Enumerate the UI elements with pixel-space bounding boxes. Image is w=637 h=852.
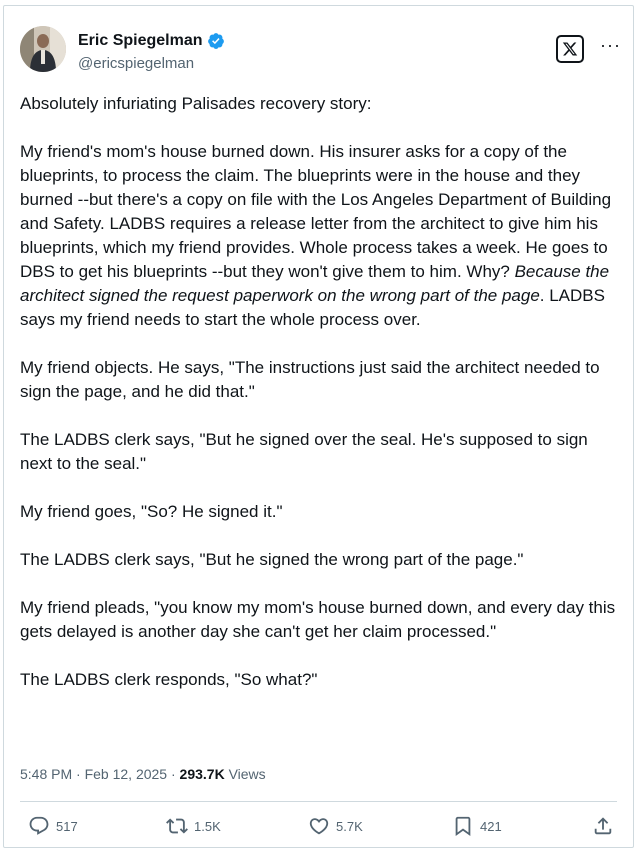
author-name-row[interactable] (78, 32, 225, 50)
post-paragraph: The LADBS clerk responds, "So what?" (20, 670, 318, 689)
like-icon (308, 815, 330, 837)
like-count: 5.7K (336, 818, 363, 834)
like-button[interactable] (308, 811, 363, 841)
views-count: 293.7K (179, 766, 225, 782)
action-bar (20, 811, 618, 841)
avatar[interactable] (20, 26, 66, 72)
post-text (20, 92, 620, 692)
post-meta (20, 766, 266, 782)
author-name[interactable]: Eric Spiegelman (78, 32, 203, 49)
reply-icon (28, 815, 50, 837)
verified-badge-icon (207, 32, 225, 50)
more-icon[interactable]: ··· (600, 35, 621, 55)
bookmark-count: 421 (480, 818, 502, 834)
post-timestamp[interactable]: 5:48 PM · Feb 12, 2025 · (20, 766, 180, 782)
post-paragraph: My friend pleads, "you know my mom's house burned down, and every day this gets delayed is another day she can't get her claim processed." (20, 598, 616, 641)
repost-count: 1.5K (194, 818, 221, 834)
post-paragraph: My friend objects. He says, "The instructions just said the architect needed to sign the page, and he did that." (20, 358, 600, 401)
post-card (3, 5, 634, 848)
author-handle[interactable]: @ericspiegelman (78, 55, 195, 72)
post-paragraph: Absolutely infuriating Palisades recovery story: (20, 94, 372, 113)
divider (20, 801, 617, 802)
bookmark-icon (452, 815, 474, 837)
reply-button[interactable] (28, 811, 78, 841)
bookmark-button[interactable] (452, 811, 502, 841)
reply-count: 517 (56, 818, 78, 834)
post-emphasis: Because the architect signed the request paperwork on the wrong part of the page (20, 262, 610, 305)
post-paragraph: My friend's mom's house burned down. His insurer asks for a copy of the blueprints, to process the claim. The blueprints were in the house and they burned --but there's a copy on file with the Los Angeles Department of Building and Safety. LADBS requires a release letter from the architect to give him his blueprints, which my friend provides. Whole process takes a week. He goes to DBS to get his blueprints --but they won't give them to him. Why? Because the architect signed the request paperwork on the wrong part of the page. LADBS says my friend needs to start the whole process over. (20, 142, 612, 329)
views-label: Views (224, 766, 266, 782)
share-button[interactable] (592, 811, 614, 841)
repost-button[interactable] (166, 811, 221, 841)
x-logo-icon[interactable] (556, 35, 584, 63)
share-icon (592, 815, 614, 837)
post-paragraph: The LADBS clerk says, "But he signed the wrong part of the page." (20, 550, 524, 569)
repost-icon (166, 815, 188, 837)
post-paragraph: My friend goes, "So? He signed it." (20, 502, 283, 521)
post-paragraph: The LADBS clerk says, "But he signed over the seal. He's supposed to sign next to the seal." (20, 430, 588, 473)
